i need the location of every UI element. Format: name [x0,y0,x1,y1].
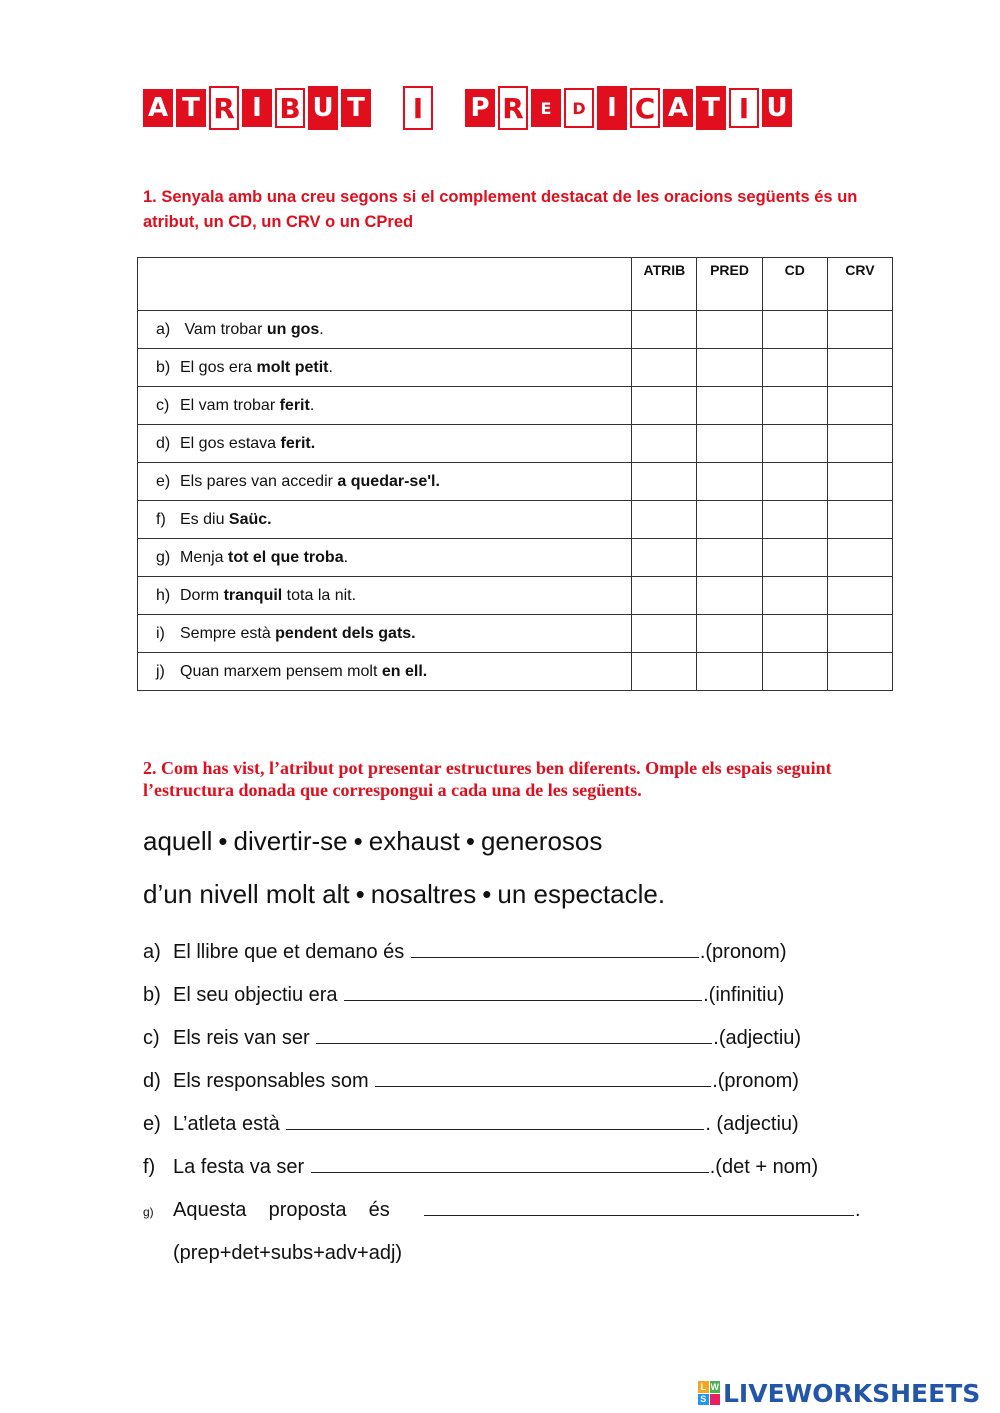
sentence-cell [138,653,632,691]
answer-cell-crv[interactable] [827,653,892,691]
answer-cell-atrib[interactable] [632,501,697,539]
sentence-cell [138,615,632,653]
answer-blank[interactable] [316,1027,712,1044]
row-letter: j) [156,662,165,680]
sentence-cell [138,425,632,463]
highlighted-complement: pendent dels gats. [275,624,416,642]
word-item: d’un nivell molt alt [143,879,350,909]
row-letter: a) [156,320,171,338]
item-text: El seu objectiu era [173,984,344,1006]
answer-cell-atrib[interactable] [632,577,697,615]
title-letter: U [762,89,792,127]
sentence-post: tota la nit. [282,586,357,604]
table-header-row [138,258,893,311]
exercise2-item-g-hint: (prep+det+subs+adv+adj) [173,1242,403,1264]
title-letter: A [663,89,693,127]
answer-cell-pred[interactable] [697,387,762,425]
table-row [138,653,893,691]
answer-cell-pred[interactable] [697,539,762,577]
answer-cell-crv[interactable] [827,425,892,463]
answer-cell-cd[interactable] [762,387,827,425]
title-letter: T [341,89,371,127]
table-row [138,615,893,653]
title-letter: R [209,86,239,130]
sentence-cell [138,539,632,577]
answer-cell-crv[interactable] [827,463,892,501]
table-row [138,577,893,615]
sentence-pre: El vam trobar [180,396,280,414]
answer-cell-cd[interactable] [762,349,827,387]
exercise2-item-g [143,1199,861,1222]
row-letter: c) [156,396,170,414]
answer-cell-atrib[interactable] [632,653,697,691]
sentence-cell [138,463,632,501]
sentence-post: . [328,358,333,376]
item-hint: .(pronom) [712,1070,799,1092]
answer-cell-cd[interactable] [762,311,827,349]
worksheet-title [143,83,795,133]
exercise1-instruction: 1. Senyala amb una creu segons si el complement destacat de les oracions següents és un atribut, un CD, un CRV o un CPred [143,188,858,231]
title-letter: E [531,89,561,127]
header-cd: CD [762,258,827,311]
row-letter: h) [156,586,171,604]
answer-cell-pred[interactable] [697,425,762,463]
table-row [138,349,893,387]
sentence-pre: Sempre està [180,624,276,642]
sentence-post: . [343,548,349,566]
answer-cell-cd[interactable] [762,577,827,615]
word-item: divertir-se [233,826,348,856]
sentence-cell [138,311,632,349]
bullet: • [355,879,365,909]
sentence-pre: El gos era [180,358,257,376]
answer-cell-cd[interactable] [762,501,827,539]
exercise2-item-e [143,1113,799,1136]
sentence-post: . [319,320,324,338]
exercise2-item-d [143,1070,799,1093]
row-letter: e) [156,472,171,490]
title-letter: T [176,89,206,127]
answer-cell-pred[interactable] [697,349,762,387]
answer-cell-cd[interactable] [762,653,827,691]
answer-cell-crv[interactable] [827,387,892,425]
item-hint: .(infinitiu) [703,984,785,1006]
item-letter: f) [143,1156,156,1178]
highlighted-complement: molt petit [256,358,329,376]
highlighted-complement: ferit. [280,434,316,452]
answer-cell-pred[interactable] [697,463,762,501]
word-bank-line-2 [143,879,665,910]
sentence-post: . [309,396,315,414]
highlighted-complement: Saüc. [228,510,272,528]
answer-cell-cd[interactable] [762,463,827,501]
exercise2-item-f [143,1156,818,1179]
bullet: • [465,826,475,856]
exercise1-table [137,257,893,691]
answer-blank[interactable] [311,1156,709,1173]
answer-cell-atrib[interactable] [632,425,697,463]
title-letter: C [630,88,660,128]
item-letter: e) [143,1113,161,1135]
title-letter: I [729,88,759,128]
header-atrib: ATRIB [632,258,697,311]
sentence-cell [138,349,632,387]
word-item: aquell [143,826,213,856]
header-pred: PRED [697,258,762,311]
word-bank-line-1 [143,826,602,857]
answer-cell-atrib[interactable] [632,539,697,577]
answer-cell-pred[interactable] [697,615,762,653]
answer-cell-cd[interactable] [762,425,827,463]
answer-blank[interactable] [411,941,699,958]
item-hint: .(det + nom) [709,1156,819,1178]
sentence-cell [138,387,632,425]
logo-icon: L W S [698,1381,720,1405]
title-letter: I [403,86,433,130]
answer-blank[interactable] [375,1070,711,1087]
item-hint: .(pronom) [699,941,787,963]
item-letter: b) [143,984,161,1006]
answer-blank[interactable] [286,1113,704,1130]
title-letter: R [498,86,528,130]
sentence-pre: Dorm [180,586,224,604]
table-row [138,463,893,501]
highlighted-complement: un gos [266,320,320,338]
sentence-pre: Els pares van accedir [180,472,338,490]
title-letter: B [275,88,305,128]
answer-cell-crv[interactable] [827,615,892,653]
title-letter: I [242,89,272,127]
answer-cell-pred[interactable] [697,311,762,349]
item-text: El llibre que et demano és [173,941,410,963]
item-hint: . [855,1199,861,1221]
answer-cell-crv[interactable] [827,349,892,387]
highlighted-complement: tot el que troba [228,548,344,566]
highlighted-complement: en ell. [381,662,428,680]
row-letter: d) [156,434,171,452]
answer-cell-atrib[interactable] [632,463,697,501]
exercise2-item-a [143,941,787,964]
answer-cell-crv[interactable] [827,501,892,539]
header-crv: CRV [827,258,892,311]
item-hint: . (adjectiu) [705,1113,799,1135]
word-item: nosaltres [370,879,477,909]
answer-cell-crv[interactable] [827,577,892,615]
highlighted-complement: ferit [279,396,310,414]
sentence-pre: Es diu [180,510,229,528]
bullet: • [353,826,363,856]
item-text: La festa va ser [173,1156,310,1178]
sentence-pre: El gos estava [180,434,281,452]
word-item: generosos [480,826,603,856]
item-letter: d) [143,1070,161,1092]
row-letter: f) [156,510,166,528]
exercise2-instruction: 2. Com has vist, l’atribut pot presentar estructures ben diferents. Omple els espais seguint l’estructura donada que correspongui a cada una de les següents. [143,758,832,800]
item-letter: c) [143,1027,160,1049]
word-item: exhaust [368,826,460,856]
answer-cell-pred[interactable] [697,577,762,615]
answer-blank[interactable] [344,984,702,1001]
title-letter: A [143,89,173,127]
table-row [138,501,893,539]
row-letter: b) [156,358,171,376]
header-blank [138,258,632,311]
title-letter: T [696,86,726,130]
table-row [138,425,893,463]
table-row [138,387,893,425]
answer-cell-cd[interactable] [762,539,827,577]
answer-blank[interactable] [424,1199,854,1216]
item-text: Aquesta proposta és [173,1199,413,1221]
row-letter: g) [156,548,171,566]
highlighted-complement: tranquil [223,586,283,604]
sentence-pre: Quan marxem pensem molt [180,662,382,680]
answer-cell-cd[interactable] [762,615,827,653]
answer-cell-crv[interactable] [827,539,892,577]
title-letter: P [465,89,495,127]
table-row [138,539,893,577]
item-text: Els reis van ser [173,1027,316,1049]
title-letter: I [597,86,627,130]
row-letter: i) [156,624,165,642]
answer-cell-crv[interactable] [827,311,892,349]
item-hint: .(adjectiu) [713,1027,802,1049]
answer-cell-atrib[interactable] [632,615,697,653]
item-text: L’atleta està [173,1113,286,1135]
sentence-pre: Menja [180,548,229,566]
title-letter: D [564,88,594,128]
table-row [138,311,893,349]
answer-cell-atrib[interactable] [632,387,697,425]
word-item: un espectacle. [497,879,666,909]
bullet: • [218,826,228,856]
item-letter: a) [143,941,161,963]
item-text: Els responsables som [173,1070,375,1092]
sentence-cell [138,501,632,539]
exercise2-item-b [143,984,784,1007]
exercise2-item-c [143,1027,801,1050]
item-letter: g) [143,1205,154,1219]
brand-name: LIVEWORKSHEETS [723,1378,981,1408]
answer-cell-pred[interactable] [697,653,762,691]
liveworksheets-logo [698,1378,980,1408]
title-letter: U [308,86,338,130]
bullet: • [482,879,492,909]
highlighted-complement: a quedar-se'l. [337,472,440,490]
answer-cell-pred[interactable] [697,501,762,539]
answer-cell-atrib[interactable] [632,311,697,349]
answer-cell-atrib[interactable] [632,349,697,387]
sentence-pre: Vam trobar [180,320,267,338]
sentence-cell [138,577,632,615]
